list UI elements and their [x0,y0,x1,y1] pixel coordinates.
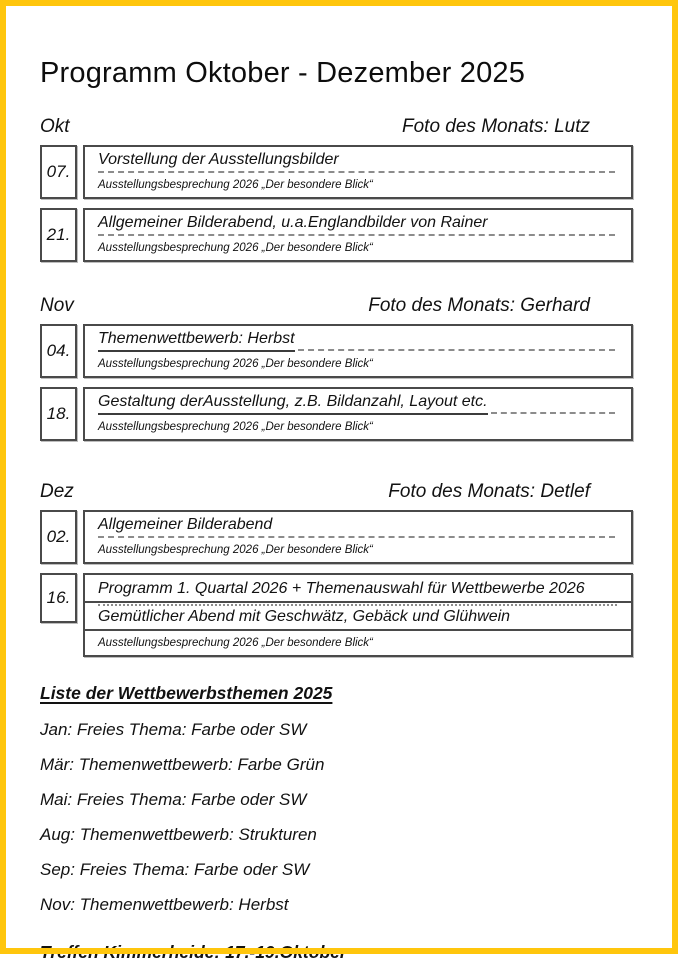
event-date: 07. [40,145,77,199]
foto-des-monats-label: Foto des Monats: Detlef [388,481,590,502]
event-subtitle: Ausstellungsbesprechung 2026 „Der besondere Blick“ [98,421,373,433]
event-row [40,510,633,564]
event-title-line [98,392,621,415]
dashed-divider [98,536,615,538]
dotted-divider [98,604,617,606]
event-title: Themenwettbewerb: Herbst [98,329,295,352]
month-section-okt [40,116,633,262]
treffen-note: Treffen Kimmerheide: 17.-19.Oktober [40,942,347,962]
event-subtitle: Ausstellungsbesprechung 2026 „Der besondere Blick“ [98,242,373,254]
theme-item-maer: Mär: Themenwettbewerb: Farbe Grün [40,755,325,774]
month-header [40,116,633,138]
wettbewerbsthemen-section [40,683,633,963]
event-title: Allgemeiner Bilderabend [98,516,273,533]
dashed-divider [98,234,615,236]
event-box [83,324,633,378]
event-title-line2: Gemütlicher Abend mit Geschwätz, Gebäck und Glühwein [98,608,511,625]
event-date: 18. [40,387,77,441]
page-title: Programm Oktober - Dezember 2025 [40,57,526,89]
event-title: Vorstellung der Ausstellungsbilder [98,151,339,168]
event-date: 02. [40,510,77,564]
event-date: 04. [40,324,77,378]
document-page [40,0,633,963]
solid-divider [85,629,631,631]
event-title: Gestaltung derAusstellung, z.B. Bildanzahl, Layout etc. [98,392,488,415]
event-box [83,208,633,262]
event-date: 16. [40,573,77,623]
month-label: Okt [40,116,70,137]
dashed-leader [491,412,615,414]
dashed-divider [98,171,615,173]
solid-divider [85,601,631,603]
event-row [40,208,633,262]
theme-item-jan: Jan: Freies Thema: Farbe oder SW [40,720,307,739]
event-title: Allgemeiner Bilderabend, u.a.Englandbilder von Rainer [98,214,488,231]
event-title: Programm 1. Quartal 2026 + Themenauswahl für Wettbewerbe 2026 [98,580,585,597]
theme-item-aug: Aug: Themenwettbewerb: Strukturen [40,825,317,844]
event-row [40,145,633,199]
event-box [83,573,633,657]
month-label: Nov [40,295,74,316]
event-subtitle: Ausstellungsbesprechung 2026 „Der besondere Blick“ [98,544,373,556]
month-section-dez [40,481,633,657]
event-box [83,387,633,441]
event-subtitle: Ausstellungsbesprechung 2026 „Der besondere Blick“ [98,179,373,191]
event-box [83,145,633,199]
theme-item-sep: Sep: Freies Thema: Farbe oder SW [40,860,310,879]
foto-des-monats-label: Foto des Monats: Lutz [402,116,590,137]
event-row [40,573,633,657]
month-label: Dez [40,481,74,502]
event-subtitle: Ausstellungsbesprechung 2026 „Der besondere Blick“ [98,358,373,370]
event-row [40,387,633,441]
dashed-leader [298,349,615,351]
month-section-nov [40,295,633,441]
theme-item-mai: Mai: Freies Thema: Farbe oder SW [40,790,307,809]
event-row [40,324,633,378]
event-box [83,510,633,564]
foto-des-monats-label: Foto des Monats: Gerhard [368,295,590,316]
event-title-line [98,329,621,352]
month-header [40,295,633,317]
month-header [40,481,633,503]
event-subtitle: Ausstellungsbesprechung 2026 „Der besondere Blick“ [98,637,373,649]
event-date: 21. [40,208,77,262]
wettbewerbsthemen-heading: Liste der Wettbewerbsthemen 2025 [40,683,333,703]
theme-item-nov: Nov: Themenwettbewerb: Herbst [40,895,289,914]
